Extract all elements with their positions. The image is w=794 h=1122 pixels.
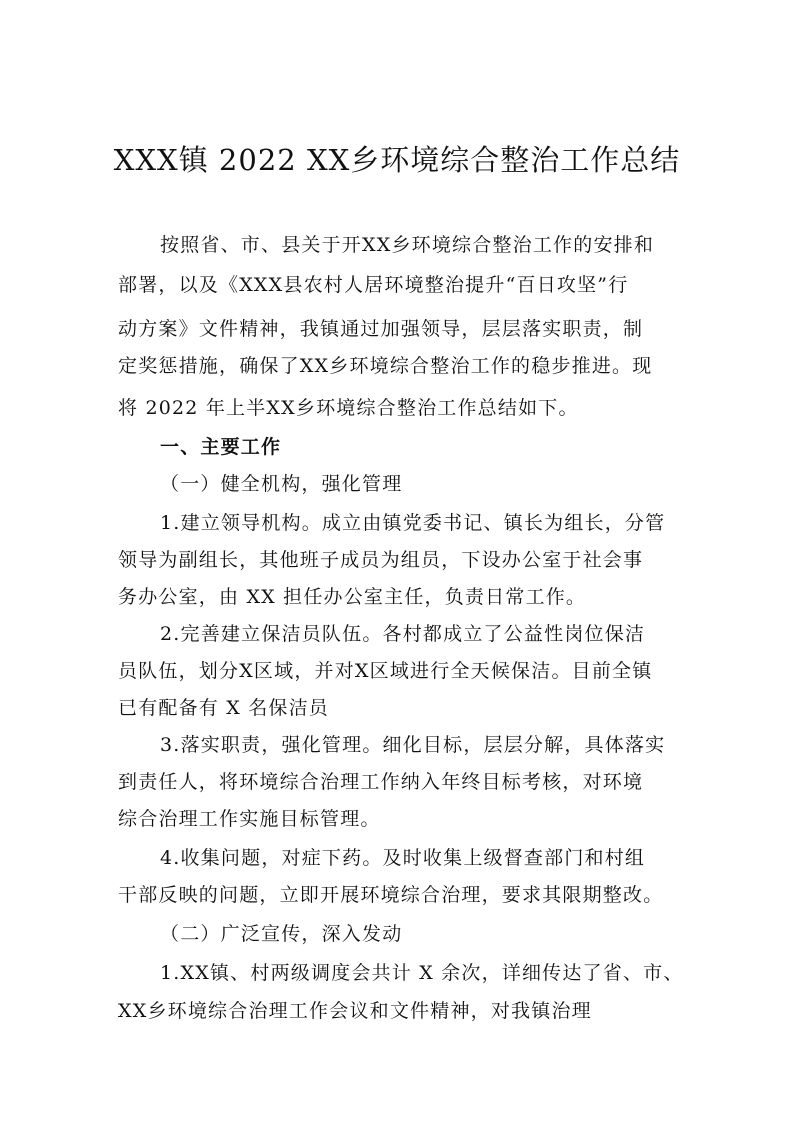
paragraph-line: 1.XX镇、村两级调度会共计 X 余次，详细传达了省、市、 (160, 962, 684, 984)
subsection-heading: （一）健全机构，强化管理 (160, 473, 403, 495)
paragraph-line: 部署，以及《XXX县农村人居环境整治提升“百日攻坚”行 (118, 274, 629, 296)
paragraph-line: 将 2022 年上半XX乡环境综合整治工作总结如下。 (118, 397, 579, 419)
paragraph-line: 1.建立领导机构。成立由镇党委书记、镇长为组长，分管 (160, 512, 666, 534)
paragraph-line: 动方案》文件精神，我镇通过加强领导，层层落实职责，制 (118, 318, 644, 340)
paragraph-line: 按照省、市、县关于开XX乡环境综合整治工作的安排和 (160, 234, 655, 256)
paragraph-line: 4.收集问题，对症下药。及时收集上级督查部门和村组 (160, 847, 646, 869)
subsection-heading: （二）广泛宣传，深入发动 (160, 923, 403, 945)
paragraph-line: 务办公室，由 XX 担任办公室主任，负责日常工作。 (118, 586, 587, 608)
paragraph-line: 2.完善建立保洁员队伍。各村都成立了公益性岗位保洁 (160, 623, 646, 645)
paragraph-line: 领导为副组长，其他班子成员为组员，下设办公室于社会事 (118, 549, 644, 571)
paragraph-line: 定奖惩措施，确保了XX乡环境综合整治工作的稳步推进。现 (118, 355, 653, 377)
paragraph-line: 已有配备有 X 名保洁员 (118, 697, 330, 719)
section-heading: 一、主要工作 (160, 436, 282, 458)
paragraph-line: 到责任人，将环境综合治理工作纳入年终目标考核，对环境 (118, 771, 644, 793)
paragraph-line: 3.落实职责，强化管理。细化目标，层层分解，具体落实 (160, 734, 666, 756)
paragraph-line: 综合治理工作实施目标管理。 (118, 808, 381, 830)
document-title: XXX镇 2022 XX乡环境综合整治工作总结 (113, 143, 681, 177)
paragraph-line: XX乡环境综合治理工作会议和文件精神，对我镇治理 (118, 1000, 592, 1022)
paragraph-line: 干部反映的问题，立即开展环境综合治理，要求其限期整改。 (118, 884, 664, 906)
paragraph-line: 员队伍，划分X区域，并对X区域进行全天候保洁。目前全镇 (118, 660, 653, 682)
